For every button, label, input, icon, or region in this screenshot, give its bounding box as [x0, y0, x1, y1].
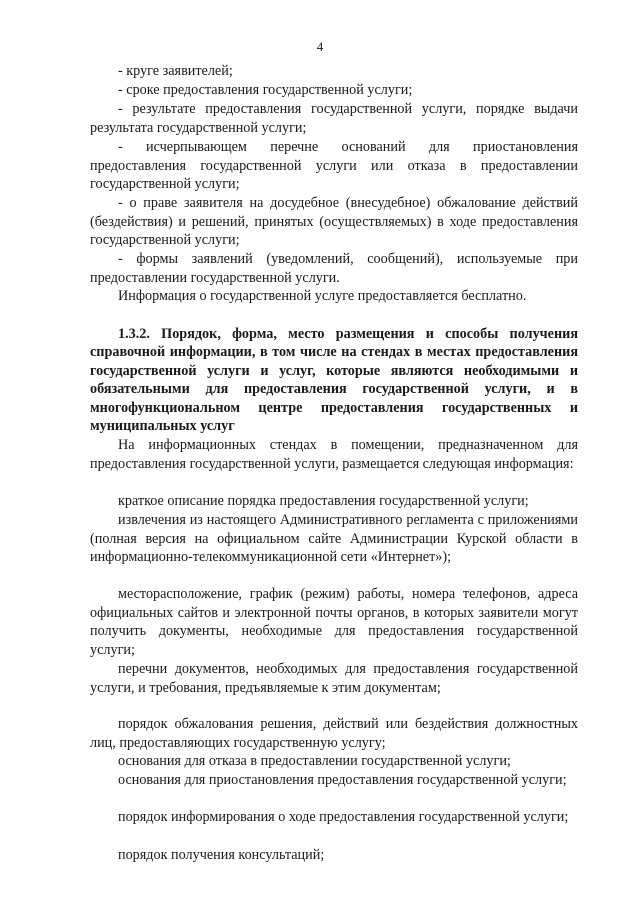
stand-item-location: месторасположение, график (режим) работы, номера телефонов, адреса официальных сайтов и электронной почты органов, в которых заявители могут получить документы, необходимые для предоставления государственной услуги;: [90, 586, 578, 658]
stand-item-refusal-grounds: основания для отказа в предоставлении государственной услуги;: [118, 753, 511, 769]
stand-item-suspension-grounds: основания для приостановления предоставления государственной услуги;: [118, 772, 567, 788]
stand-item-description: краткое описание порядка предоставления государственной услуги;: [118, 493, 529, 509]
stand-intro-paragraph: На информационных стендах в помещении, предназначенном для предоставления государственной услуги, размещается следующая информация:: [90, 437, 578, 472]
free-info-paragraph: Информация о государственной услуге предоставляется бесплатно.: [118, 288, 527, 304]
section-heading: 1.3.2. Порядок, форма, место размещения и способы получения справочной информации, в том числе на стендах в местах предоставления государственной услуги и услуг, которые являются необходимыми и обязательными для предоставления государственной услуги, и в многофункциональном центре предоставления государственных и муниципальных услуг: [90, 326, 578, 435]
list-item-term: - сроке предоставления государственной услуги;: [118, 82, 413, 98]
stand-item-appeal-procedure: порядок обжалования решения, действий или бездействия должностных лиц, предоставляющих государственную услугу;: [90, 716, 578, 751]
list-item-result: - результате предоставления государственной услуги, порядке выдачи результата государственной услуги;: [90, 101, 578, 136]
stand-item-extracts: извлечения из настоящего Административного регламента с приложениями (полная версия на официальном сайте Администрации Курской области в информационно-телекоммуникационной сети «Интернет»);: [90, 512, 578, 566]
list-item-appeal: - о праве заявителя на досудебное (внесудебное) обжалование действий (бездействия) и решений, принятых (осуществляемых) в ходе предоставления государственной услуги;: [90, 195, 578, 249]
list-item-forms: - формы заявлений (уведомлений, сообщений), используемые при предоставлении государственной услуги.: [90, 251, 578, 286]
stand-item-consultations: порядок получения консультаций;: [118, 847, 325, 863]
page-number: 4: [316, 39, 324, 54]
list-item-applicants: - круге заявителей;: [118, 63, 233, 79]
stand-item-documents: перечни документов, необходимых для предоставления государственной услуги, и требования, предъявляемые к этим документам;: [90, 661, 578, 696]
stand-item-informing: порядок информирования о ходе предоставления государственной услуги;: [118, 809, 569, 825]
list-item-grounds: - исчерпывающем перечне оснований для приостановления предоставления государственной услуги или отказа в предоставлении государственной услуги;: [90, 139, 578, 193]
